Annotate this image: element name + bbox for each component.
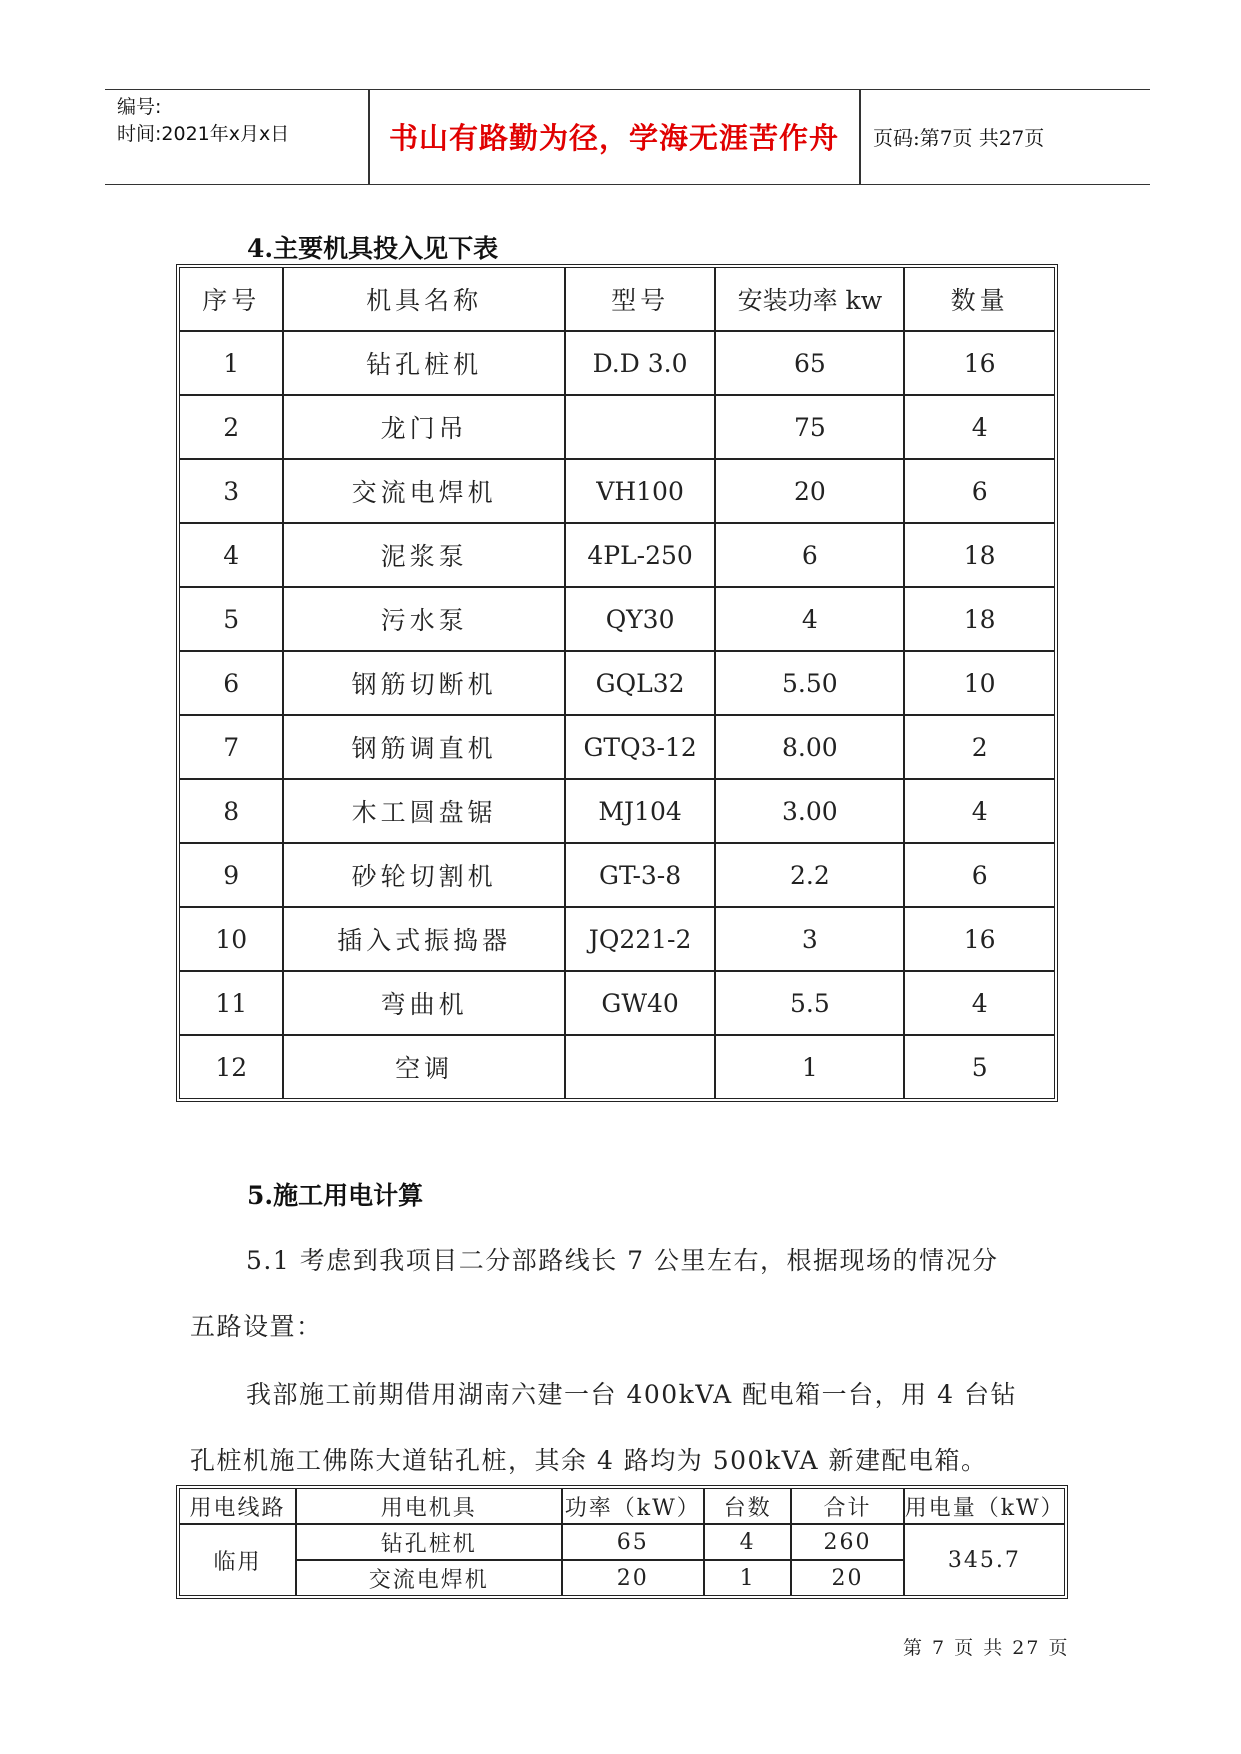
table-cell: 5.50 [715,651,904,715]
table-cell: 16 [904,907,1055,971]
header-page-info: 页码:第7页 共27页 [873,126,1045,150]
table-cell: 6 [904,843,1055,907]
table-row [179,331,1055,395]
table-cell: 泥浆泵 [283,523,564,587]
table-cell: VH100 [565,459,716,523]
table-cell: 5 [904,1035,1055,1099]
table-cell: 弯曲机 [283,971,564,1035]
table-cell: 10 [179,907,283,971]
power-usage-table [176,1485,1068,1599]
table-cell: GQL32 [565,651,716,715]
column-header: 用电量（kW） [904,1488,1065,1524]
table-cell: 2.2 [715,843,904,907]
table-cell: 8.00 [715,715,904,779]
table-cell: GW40 [565,971,716,1035]
header-left [117,94,289,148]
table-cell: JQ221-2 [565,907,716,971]
table-row [179,523,1055,587]
line-name-cell: 临用 [179,1524,296,1596]
table-header-row [179,267,1055,331]
table-cell: 6 [904,459,1055,523]
table-cell: MJ104 [565,779,716,843]
table-header-row [179,1488,1065,1524]
header-number-label: 编号: [117,96,162,118]
table-cell: 1 [715,1035,904,1099]
table-cell: 污水泵 [283,587,564,651]
table-cell: 砂轮切割机 [283,843,564,907]
table-cell: 4 [704,1524,791,1560]
table-cell: 4 [904,779,1055,843]
table-cell: 75 [715,395,904,459]
table-cell: GTQ3-12 [565,715,716,779]
table-cell: 4PL-250 [565,523,716,587]
table-cell: 1 [704,1560,791,1596]
column-header: 安装功率 kw [715,267,904,331]
page-header [105,89,1150,185]
table-row [179,715,1055,779]
table-cell: 9 [179,843,283,907]
table-row [179,779,1055,843]
section-5-title: 5.施工用电计算 [247,1181,424,1210]
table-row [179,843,1055,907]
table-cell: 20 [791,1560,903,1596]
table-cell: 龙门吊 [283,395,564,459]
table-cell: 6 [179,651,283,715]
table-cell: 插入式振捣器 [283,907,564,971]
header-divider [859,90,861,184]
paragraph-line: 五路设置： [190,1312,323,1341]
page-footer: 第 7 页 共 27 页 [903,1637,1070,1659]
column-header: 序号 [179,267,283,331]
table-cell: 3.00 [715,779,904,843]
table-cell: 4 [179,523,283,587]
equipment-table [176,264,1058,1102]
header-time-label: 时间:2021年x月x日 [117,123,290,145]
table-cell: 3 [715,907,904,971]
table-cell: 2 [179,395,283,459]
table-cell: 钢筋切断机 [283,651,564,715]
table-cell: 交流电焊机 [296,1560,562,1596]
table-row [179,1035,1055,1099]
section-4-title: 4.主要机具投入见下表 [247,234,499,263]
table-cell: 钢筋调直机 [283,715,564,779]
table-cell: 12 [179,1035,283,1099]
table-cell: 4 [715,587,904,651]
table-cell: 10 [904,651,1055,715]
table-row [179,395,1055,459]
column-header: 数量 [904,267,1055,331]
table-cell: 钻孔桩机 [283,331,564,395]
table-cell: 4 [904,395,1055,459]
table-row [179,651,1055,715]
table-cell: 4 [904,971,1055,1035]
paragraph-line: 5.1 考虑到我项目二分部路线长 7 公里左右，根据现场的情况分 [246,1246,999,1275]
table-row [179,459,1055,523]
table-row [179,1524,1065,1560]
table-cell: QY30 [565,587,716,651]
table-cell: 20 [562,1560,704,1596]
table-cell: 260 [791,1524,903,1560]
table-cell: 6 [715,523,904,587]
table-cell: D.D 3.0 [565,331,716,395]
table-row [179,587,1055,651]
table-cell: 1 [179,331,283,395]
table-cell: 18 [904,523,1055,587]
column-header: 合计 [791,1488,903,1524]
column-header: 用电机具 [296,1488,562,1524]
total-usage-cell: 345.7 [904,1524,1065,1596]
table-cell: 20 [715,459,904,523]
table-cell: 2 [904,715,1055,779]
table-cell: 7 [179,715,283,779]
header-motto: 书山有路勤为径，学海无涯苦作舟 [388,121,839,155]
table-cell: 8 [179,779,283,843]
table-cell: 11 [179,971,283,1035]
column-header: 用电线路 [179,1488,296,1524]
table-cell: 5.5 [715,971,904,1035]
table-cell: 钻孔桩机 [296,1524,562,1560]
table-row [179,971,1055,1035]
table-cell: 65 [562,1524,704,1560]
paragraph-line: 孔桩机施工佛陈大道钻孔桩，其余 4 路均为 500kVA 新建配电箱。 [190,1446,988,1475]
column-header: 机具名称 [283,267,564,331]
table-cell: 木工圆盘锯 [283,779,564,843]
table-cell: 18 [904,587,1055,651]
table-cell: 65 [715,331,904,395]
table-cell: GT-3-8 [565,843,716,907]
table-cell: 空调 [283,1035,564,1099]
column-header: 型号 [565,267,716,331]
paragraph-line: 我部施工前期借用湖南六建一台 400kVA 配电箱一台，用 4 台钻 [246,1380,1017,1409]
table-cell: 3 [179,459,283,523]
table-cell: 16 [904,331,1055,395]
table-cell [565,1035,716,1099]
table-cell [565,395,716,459]
table-cell: 5 [179,587,283,651]
column-header: 功率（kW） [562,1488,704,1524]
column-header: 台数 [704,1488,791,1524]
table-row [179,907,1055,971]
table-cell: 交流电焊机 [283,459,564,523]
